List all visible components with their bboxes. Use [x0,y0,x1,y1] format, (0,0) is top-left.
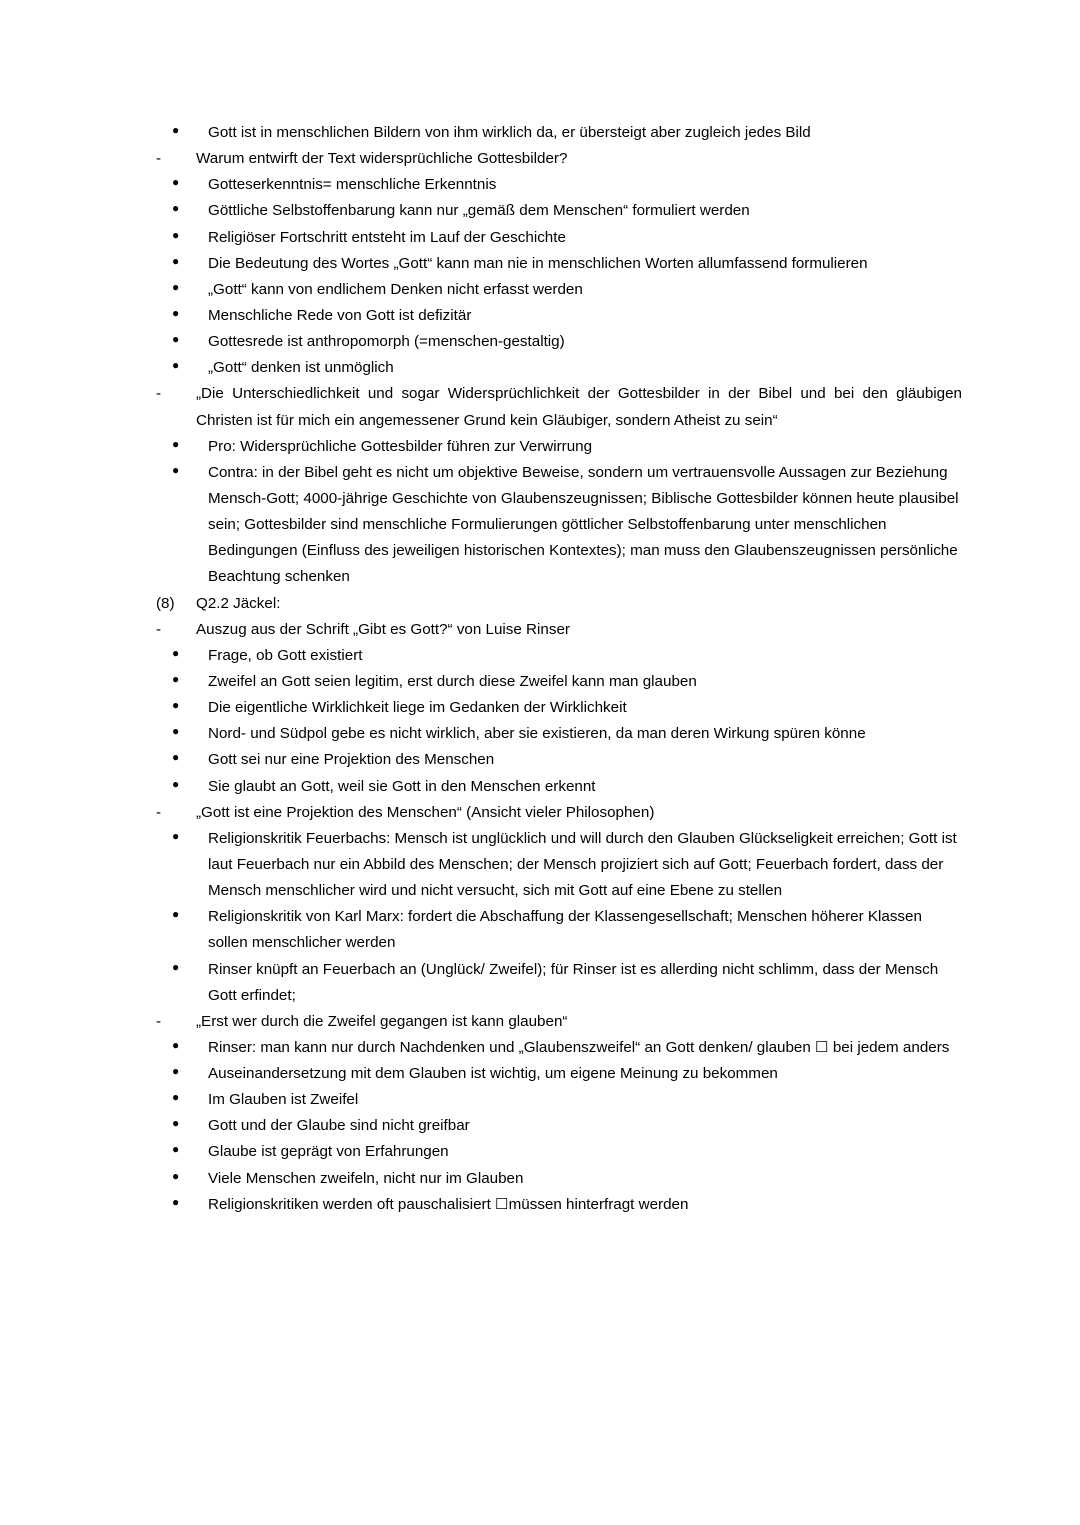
list-item [150,225,962,251]
bullet-icon: ● [172,828,180,843]
list-item [150,774,962,800]
bullet-icon: ● [172,279,180,294]
list-item [150,904,962,956]
list-item [150,747,962,773]
list-item [150,1166,962,1192]
list-item-text: „Erst wer durch die Zweifel gegangen ist kann glauben“ [196,1012,568,1030]
dash-icon: - [156,1012,162,1030]
document-body [150,120,962,1218]
list-item [150,1087,962,1113]
bullet-icon: ● [172,776,180,791]
list-item [150,251,962,277]
list-item-text: Die Bedeutung des Wortes „Gott“ kann man nie in menschlichen Worten allumfassend formulieren [208,254,868,272]
list-item-text: Contra: in der Bibel geht es nicht um objektive Beweise, sondern um vertrauensvolle Aussagen zur Beziehung Mensch-Gott; 4000-jährige Geschichte von Glaubenszeugnissen; Biblische Gottesbilder können heute plausibel sein; Gottesbilder sind menschliche Formulierungen göttlicher Selbstoffenbarung unter menschlichen Bedingungen (Einfluss des jeweiligen historischen Kontextes); man muss den Glaubenszeugnissen persönliche Beachtung schenken [208,463,959,586]
list-item-text: Q2.2 Jäckel: [196,594,281,612]
list-item [150,355,962,381]
list-item [150,1192,962,1218]
bullet-icon: ● [172,750,180,765]
bullet-icon: ● [172,332,180,347]
bullet-icon: ● [172,305,180,320]
list-item [150,1061,962,1087]
bullet-icon: ● [172,698,180,713]
list-item-text: Religionskritik von Karl Marx: fordert die Abschaffung der Klassengesellschaft; Menschen höherer Klassen sollen menschlicher werden [208,908,922,952]
list-item [150,460,962,591]
sub-bullet-list [150,172,962,381]
bullet-icon: ● [172,1064,180,1079]
bullet-icon: ● [172,907,180,922]
list-item [150,1035,962,1061]
list-item-text: Rinser knüpft an Feuerbach an (Unglück/ Zweifel); für Rinser ist es allerding nicht schlimm, dass der Mensch Gott erfindet; [208,960,939,1004]
list-item-text: Auszug aus der Schrift „Gibt es Gott?“ von Luise Rinser [196,620,570,638]
list-item-text: Religionskritiken werden oft pauschalisiert ☐müssen hinterfragt werden [208,1195,689,1213]
bullet-icon: ● [172,724,180,739]
list-item [150,695,962,721]
list-item-text: Pro: Widersprüchliche Gottesbilder führen zur Verwirrung [208,437,593,455]
bullet-icon: ● [172,1116,180,1131]
list-item [150,826,962,904]
list-item-text: Gott und der Glaube sind nicht greifbar [208,1117,470,1135]
sub-bullet-list [150,120,962,146]
list-item-text: Glaube ist geprägt von Erfahrungen [208,1143,449,1161]
dash-icon: - [156,803,162,821]
list-item [150,1139,962,1165]
list-item-text: Viele Menschen zweifeln, nicht nur im Glauben [208,1169,524,1187]
list-item-text: Auseinandersetzung mit dem Glauben ist wichtig, um eigene Meinung zu bekommen [208,1065,778,1083]
list-item-text: Sie glaubt an Gott, weil sie Gott in den Menschen erkennt [208,777,596,795]
bullet-icon: ● [172,671,180,686]
list-item [150,1113,962,1139]
list-item-text: Rinser: man kann nur durch Nachdenken und „Glaubenszweifel“ an Gott denken/ glauben ☐ bei jedem anders [208,1038,950,1056]
bullet-icon: ● [172,358,180,373]
dash-icon: - [156,150,162,168]
list-item-text: Religiöser Fortschritt entsteht im Lauf der Geschichte [208,228,566,246]
top-level-list [150,591,962,643]
list-item-text: „Gott ist eine Projektion des Menschen“ (Ansicht vieler Philosophen) [196,803,655,821]
list-item [150,198,962,224]
list-item-text: „Gott“ denken ist unmöglich [208,359,394,377]
numbered-item [150,591,962,617]
bullet-icon: ● [172,1090,180,1105]
list-item-text: Die eigentliche Wirklichkeit liege im Gedanken der Wirklichkeit [208,699,627,717]
list-item [150,172,962,198]
bullet-icon: ● [172,1142,180,1157]
list-item-text: „Gott“ kann von endlichem Denken nicht erfasst werden [208,280,583,298]
bullet-icon: ● [172,201,180,216]
sub-bullet-list [150,826,962,1009]
list-item [150,957,962,1009]
list-item-text: Frage, ob Gott existiert [208,646,363,664]
list-item [150,721,962,747]
list-item [150,146,962,172]
top-level-list [150,1009,962,1035]
list-item [150,381,962,433]
dash-icon: - [156,620,162,638]
list-item-text: Im Glauben ist Zweifel [208,1091,359,1109]
bullet-icon: ● [172,959,180,974]
bullet-icon: ● [172,462,180,477]
list-item-text: Zweifel an Gott seien legitim, erst durch diese Zweifel kann man glauben [208,672,697,690]
sub-bullet-list [150,434,962,591]
list-item-text: Göttliche Selbstoffenbarung kann nur „gemäß dem Menschen“ formuliert werden [208,202,750,220]
top-level-list [150,800,962,826]
list-item-text: Religionskritik Feuerbachs: Mensch ist unglücklich und will durch den Glauben Glückseligkeit erreichen; Gott ist laut Feuerbach nur ein Abbild des Menschen; der Mensch projiziert sich auf Gott; Feuerbach fordert, dass der Mensch menschlicher wird und nicht versucht, sich mit Gott auf eine Ebene zu stellen [208,829,957,900]
top-level-list [150,381,962,433]
bullet-icon: ● [172,645,180,660]
list-item [150,120,962,146]
list-item [150,277,962,303]
top-level-list [150,146,962,172]
list-item-text: Gottesrede ist anthropomorph (=menschen-gestaltig) [208,333,565,351]
bullet-icon: ● [172,436,180,451]
list-item-text: „Die Unterschiedlichkeit und sogar Widersprüchlichkeit der Gottesbilder in der Bibel und bei den gläubigen Christen ist für mich ein angemessener Grund kein Gläubiger, sondern Atheist zu sein“ [196,385,962,429]
list-item-text: Gott ist in menschlichen Bildern von ihm wirklich da, er übersteigt aber zugleich jedes Bild [208,124,811,141]
bullet-icon: ● [172,1037,180,1052]
bullet-icon: ● [172,227,180,242]
bullet-icon: ● [172,253,180,268]
list-item-text: Nord- und Südpol gebe es nicht wirklich, aber sie existieren, da man deren Wirkung spüren könne [208,725,866,743]
list-item [150,434,962,460]
dash-icon: - [156,385,162,403]
list-item [150,800,962,826]
bullet-icon: ● [172,123,180,137]
list-item [150,303,962,329]
list-item-text: Gott sei nur eine Projektion des Menschen [208,751,495,769]
item-number: (8) [156,594,175,612]
list-item [150,669,962,695]
sub-bullet-list [150,1035,962,1218]
list-item [150,1009,962,1035]
list-item [150,643,962,669]
list-item-text: Menschliche Rede von Gott ist defizitär [208,306,472,324]
list-item [150,329,962,355]
bullet-icon: ● [172,1168,180,1183]
bullet-icon: ● [172,175,180,190]
list-item-text: Gotteserkenntnis= menschliche Erkenntnis [208,176,497,194]
list-item [150,617,962,643]
sub-bullet-list [150,643,962,800]
bullet-icon: ● [172,1194,180,1209]
list-item-text: Warum entwirft der Text widersprüchliche Gottesbilder? [196,150,568,168]
